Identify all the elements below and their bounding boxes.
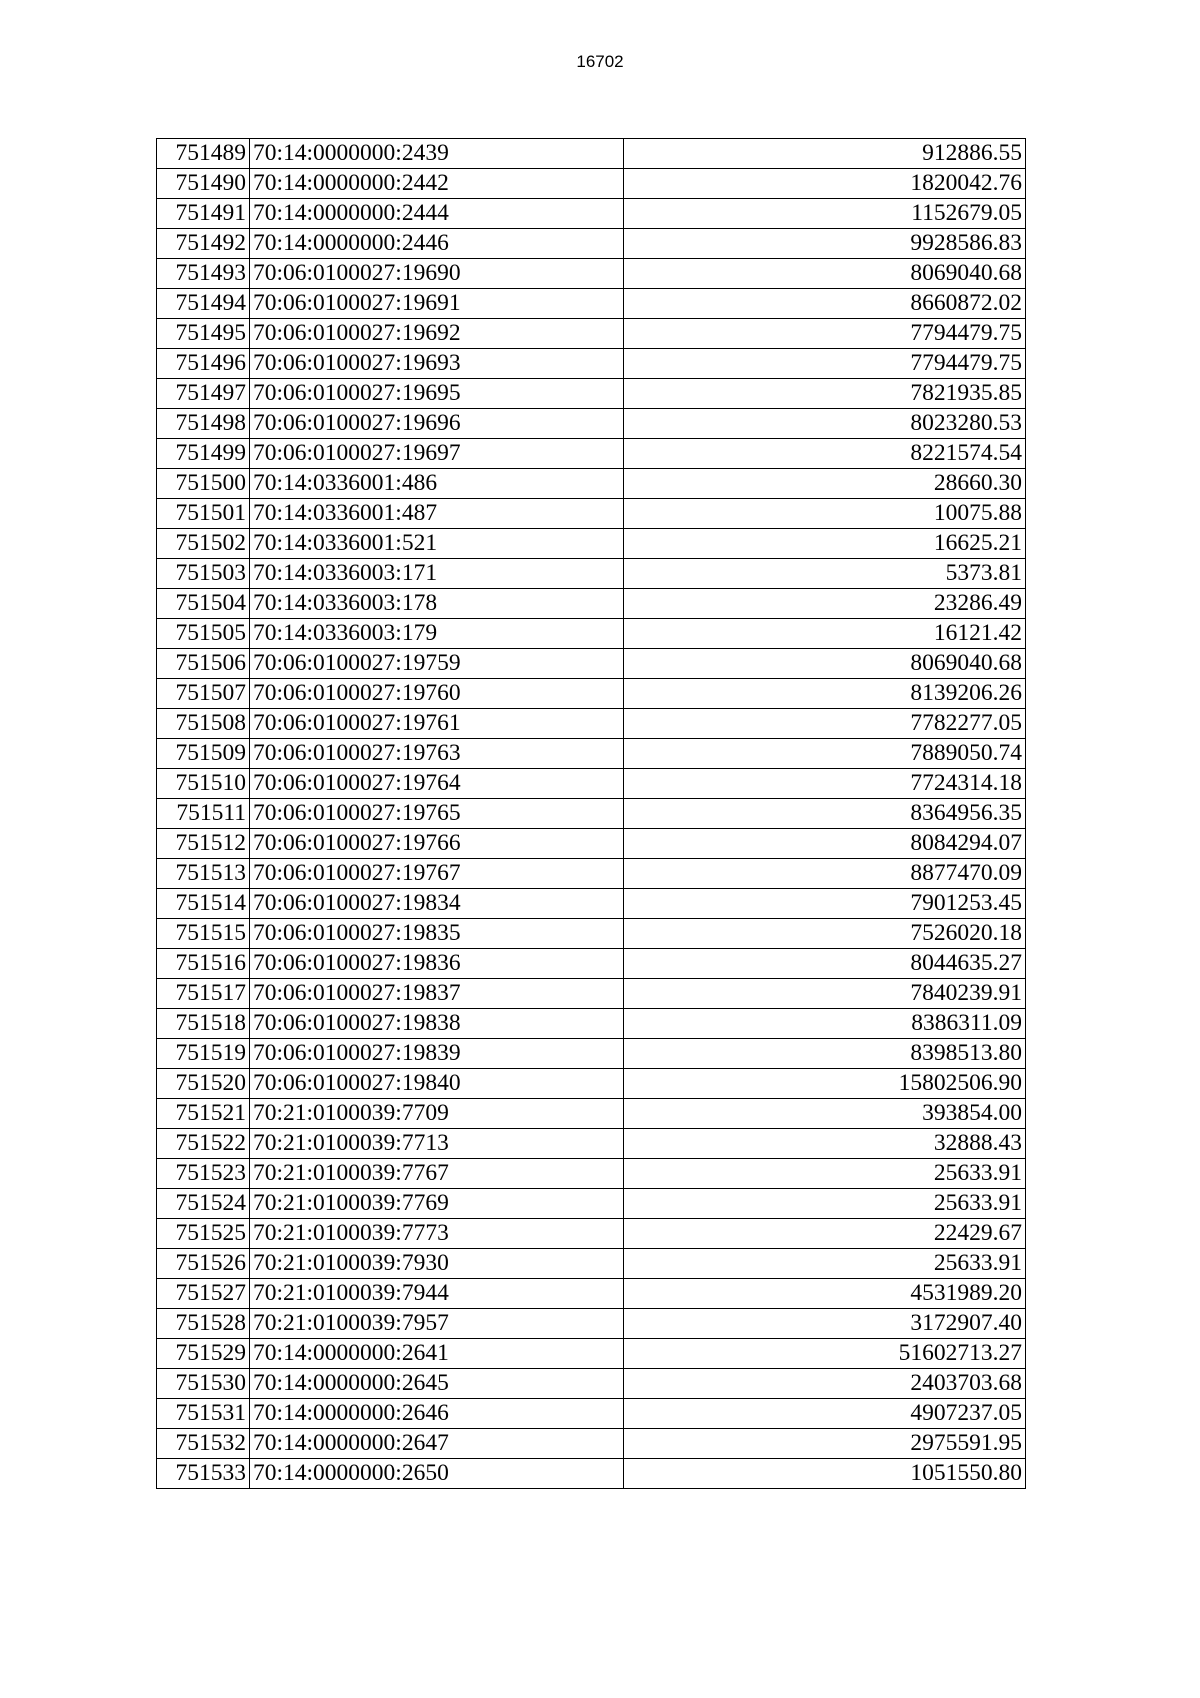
row-number-cell: 751492 <box>157 229 250 259</box>
cadastral-number-cell: 70:06:0100027:19763 <box>250 739 624 769</box>
row-number-cell: 751526 <box>157 1249 250 1279</box>
value-cell: 5373.81 <box>624 559 1026 589</box>
table-row <box>157 199 1026 229</box>
cadastral-number-cell: 70:14:0000000:2442 <box>250 169 624 199</box>
value-cell: 8398513.80 <box>624 1039 1026 1069</box>
cadastral-number-cell: 70:14:0000000:2439 <box>250 139 624 169</box>
value-cell: 8877470.09 <box>624 859 1026 889</box>
value-cell: 2403703.68 <box>624 1369 1026 1399</box>
table-row <box>157 1309 1026 1339</box>
row-number-cell: 751503 <box>157 559 250 589</box>
value-cell: 25633.91 <box>624 1189 1026 1219</box>
cadastral-number-cell: 70:06:0100027:19766 <box>250 829 624 859</box>
cadastral-number-cell: 70:06:0100027:19838 <box>250 1009 624 1039</box>
cadastral-number-cell: 70:21:0100039:7713 <box>250 1129 624 1159</box>
cadastral-number-cell: 70:14:0336003:179 <box>250 619 624 649</box>
row-number-cell: 751504 <box>157 589 250 619</box>
row-number-cell: 751532 <box>157 1429 250 1459</box>
value-cell: 8084294.07 <box>624 829 1026 859</box>
cadastral-number-cell: 70:06:0100027:19691 <box>250 289 624 319</box>
value-cell: 23286.49 <box>624 589 1026 619</box>
cadastral-number-cell: 70:06:0100027:19767 <box>250 859 624 889</box>
table-row <box>157 1279 1026 1309</box>
table-row <box>157 1339 1026 1369</box>
row-number-cell: 751523 <box>157 1159 250 1189</box>
table-row <box>157 709 1026 739</box>
value-cell: 10075.88 <box>624 499 1026 529</box>
row-number-cell: 751512 <box>157 829 250 859</box>
cadastral-number-cell: 70:21:0100039:7767 <box>250 1159 624 1189</box>
table-row <box>157 1009 1026 1039</box>
value-cell: 1051550.80 <box>624 1459 1026 1489</box>
cadastral-number-cell: 70:06:0100027:19835 <box>250 919 624 949</box>
cadastral-number-cell: 70:21:0100039:7773 <box>250 1219 624 1249</box>
row-number-cell: 751525 <box>157 1219 250 1249</box>
row-number-cell: 751493 <box>157 259 250 289</box>
value-cell: 25633.91 <box>624 1159 1026 1189</box>
value-cell: 16625.21 <box>624 529 1026 559</box>
row-number-cell: 751499 <box>157 439 250 469</box>
table-row <box>157 1399 1026 1429</box>
table-row <box>157 679 1026 709</box>
cadastral-number-cell: 70:14:0000000:2641 <box>250 1339 624 1369</box>
cadastral-number-cell: 70:06:0100027:19690 <box>250 259 624 289</box>
row-number-cell: 751530 <box>157 1369 250 1399</box>
cadastral-number-cell: 70:06:0100027:19697 <box>250 439 624 469</box>
row-number-cell: 751509 <box>157 739 250 769</box>
value-cell: 25633.91 <box>624 1249 1026 1279</box>
cadastral-number-cell: 70:06:0100027:19761 <box>250 709 624 739</box>
table-row <box>157 289 1026 319</box>
table-row <box>157 1189 1026 1219</box>
row-number-cell: 751520 <box>157 1069 250 1099</box>
table-row <box>157 769 1026 799</box>
cadastral-number-cell: 70:14:0336003:171 <box>250 559 624 589</box>
table-row <box>157 1099 1026 1129</box>
table-row <box>157 1369 1026 1399</box>
table-row <box>157 139 1026 169</box>
value-cell: 8386311.09 <box>624 1009 1026 1039</box>
table-row <box>157 1159 1026 1189</box>
value-cell: 7724314.18 <box>624 769 1026 799</box>
row-number-cell: 751500 <box>157 469 250 499</box>
value-cell: 8023280.53 <box>624 409 1026 439</box>
table-row <box>157 649 1026 679</box>
table-row <box>157 589 1026 619</box>
table-row <box>157 829 1026 859</box>
row-number-cell: 751510 <box>157 769 250 799</box>
table-row <box>157 619 1026 649</box>
table-row <box>157 799 1026 829</box>
cadastral-number-cell: 70:21:0100039:7709 <box>250 1099 624 1129</box>
cadastral-number-cell: 70:14:0000000:2444 <box>250 199 624 229</box>
row-number-cell: 751521 <box>157 1099 250 1129</box>
cadastral-number-cell: 70:06:0100027:19695 <box>250 379 624 409</box>
row-number-cell: 751496 <box>157 349 250 379</box>
cadastral-number-cell: 70:14:0336001:486 <box>250 469 624 499</box>
row-number-cell: 751514 <box>157 889 250 919</box>
cadastral-number-cell: 70:06:0100027:19834 <box>250 889 624 919</box>
row-number-cell: 751522 <box>157 1129 250 1159</box>
registry-table <box>156 138 1026 1489</box>
value-cell: 2975591.95 <box>624 1429 1026 1459</box>
row-number-cell: 751518 <box>157 1009 250 1039</box>
row-number-cell: 751497 <box>157 379 250 409</box>
value-cell: 51602713.27 <box>624 1339 1026 1369</box>
table-row <box>157 859 1026 889</box>
cadastral-number-cell: 70:21:0100039:7769 <box>250 1189 624 1219</box>
value-cell: 9928586.83 <box>624 229 1026 259</box>
table-row <box>157 1039 1026 1069</box>
cadastral-number-cell: 70:06:0100027:19764 <box>250 769 624 799</box>
registry-table-body <box>157 139 1026 1489</box>
cadastral-number-cell: 70:06:0100027:19837 <box>250 979 624 1009</box>
cadastral-number-cell: 70:06:0100027:19693 <box>250 349 624 379</box>
value-cell: 15802506.90 <box>624 1069 1026 1099</box>
table-row <box>157 1429 1026 1459</box>
table-row <box>157 889 1026 919</box>
row-number-cell: 751531 <box>157 1399 250 1429</box>
value-cell: 1152679.05 <box>624 199 1026 229</box>
row-number-cell: 751511 <box>157 799 250 829</box>
row-number-cell: 751515 <box>157 919 250 949</box>
value-cell: 28660.30 <box>624 469 1026 499</box>
table-row <box>157 169 1026 199</box>
cadastral-number-cell: 70:14:0336001:521 <box>250 529 624 559</box>
cadastral-number-cell: 70:14:0000000:2645 <box>250 1369 624 1399</box>
cadastral-number-cell: 70:06:0100027:19692 <box>250 319 624 349</box>
value-cell: 7794479.75 <box>624 319 1026 349</box>
row-number-cell: 751508 <box>157 709 250 739</box>
row-number-cell: 751502 <box>157 529 250 559</box>
row-number-cell: 751505 <box>157 619 250 649</box>
table-row <box>157 559 1026 589</box>
cadastral-number-cell: 70:06:0100027:19836 <box>250 949 624 979</box>
row-number-cell: 751519 <box>157 1039 250 1069</box>
cadastral-number-cell: 70:06:0100027:19760 <box>250 679 624 709</box>
row-number-cell: 751528 <box>157 1309 250 1339</box>
table-row <box>157 499 1026 529</box>
value-cell: 8044635.27 <box>624 949 1026 979</box>
table-row <box>157 259 1026 289</box>
value-cell: 16121.42 <box>624 619 1026 649</box>
value-cell: 3172907.40 <box>624 1309 1026 1339</box>
value-cell: 4907237.05 <box>624 1399 1026 1429</box>
value-cell: 7821935.85 <box>624 379 1026 409</box>
value-cell: 32888.43 <box>624 1129 1026 1159</box>
cadastral-number-cell: 70:06:0100027:19839 <box>250 1039 624 1069</box>
row-number-cell: 751501 <box>157 499 250 529</box>
table-row <box>157 469 1026 499</box>
row-number-cell: 751506 <box>157 649 250 679</box>
cadastral-number-cell: 70:21:0100039:7944 <box>250 1279 624 1309</box>
table-row <box>157 1249 1026 1279</box>
table-row <box>157 1219 1026 1249</box>
page-number: 16702 <box>576 52 624 71</box>
cadastral-number-cell: 70:14:0000000:2646 <box>250 1399 624 1429</box>
value-cell: 8221574.54 <box>624 439 1026 469</box>
table-row <box>157 1459 1026 1489</box>
row-number-cell: 751516 <box>157 949 250 979</box>
value-cell: 4531989.20 <box>624 1279 1026 1309</box>
cadastral-number-cell: 70:14:0336003:178 <box>250 589 624 619</box>
row-number-cell: 751533 <box>157 1459 250 1489</box>
table-row <box>157 439 1026 469</box>
value-cell: 7901253.45 <box>624 889 1026 919</box>
row-number-cell: 751517 <box>157 979 250 1009</box>
cadastral-number-cell: 70:06:0100027:19765 <box>250 799 624 829</box>
value-cell: 912886.55 <box>624 139 1026 169</box>
cadastral-number-cell: 70:21:0100039:7957 <box>250 1309 624 1339</box>
table-row <box>157 979 1026 1009</box>
cadastral-number-cell: 70:14:0000000:2650 <box>250 1459 624 1489</box>
row-number-cell: 751513 <box>157 859 250 889</box>
row-number-cell: 751507 <box>157 679 250 709</box>
cadastral-number-cell: 70:06:0100027:19696 <box>250 409 624 439</box>
value-cell: 1820042.76 <box>624 169 1026 199</box>
row-number-cell: 751529 <box>157 1339 250 1369</box>
value-cell: 8069040.68 <box>624 259 1026 289</box>
table-row <box>157 949 1026 979</box>
row-number-cell: 751524 <box>157 1189 250 1219</box>
table-row <box>157 349 1026 379</box>
row-number-cell: 751498 <box>157 409 250 439</box>
table-row <box>157 919 1026 949</box>
cadastral-number-cell: 70:14:0000000:2446 <box>250 229 624 259</box>
row-number-cell: 751494 <box>157 289 250 319</box>
table-row <box>157 229 1026 259</box>
table-row <box>157 409 1026 439</box>
table-row <box>157 529 1026 559</box>
cadastral-number-cell: 70:06:0100027:19759 <box>250 649 624 679</box>
value-cell: 393854.00 <box>624 1099 1026 1129</box>
value-cell: 7526020.18 <box>624 919 1026 949</box>
cadastral-number-cell: 70:06:0100027:19840 <box>250 1069 624 1099</box>
row-number-cell: 751495 <box>157 319 250 349</box>
row-number-cell: 751527 <box>157 1279 250 1309</box>
value-cell: 8364956.35 <box>624 799 1026 829</box>
value-cell: 7889050.74 <box>624 739 1026 769</box>
table-row <box>157 1069 1026 1099</box>
row-number-cell: 751489 <box>157 139 250 169</box>
value-cell: 7782277.05 <box>624 709 1026 739</box>
value-cell: 22429.67 <box>624 1219 1026 1249</box>
table-row <box>157 739 1026 769</box>
cadastral-number-cell: 70:14:0336001:487 <box>250 499 624 529</box>
row-number-cell: 751491 <box>157 199 250 229</box>
value-cell: 8660872.02 <box>624 289 1026 319</box>
value-cell: 7840239.91 <box>624 979 1026 1009</box>
table-row <box>157 1129 1026 1159</box>
table-row <box>157 319 1026 349</box>
cadastral-number-cell: 70:21:0100039:7930 <box>250 1249 624 1279</box>
row-number-cell: 751490 <box>157 169 250 199</box>
table-row <box>157 379 1026 409</box>
value-cell: 8139206.26 <box>624 679 1026 709</box>
value-cell: 7794479.75 <box>624 349 1026 379</box>
cadastral-number-cell: 70:14:0000000:2647 <box>250 1429 624 1459</box>
value-cell: 8069040.68 <box>624 649 1026 679</box>
